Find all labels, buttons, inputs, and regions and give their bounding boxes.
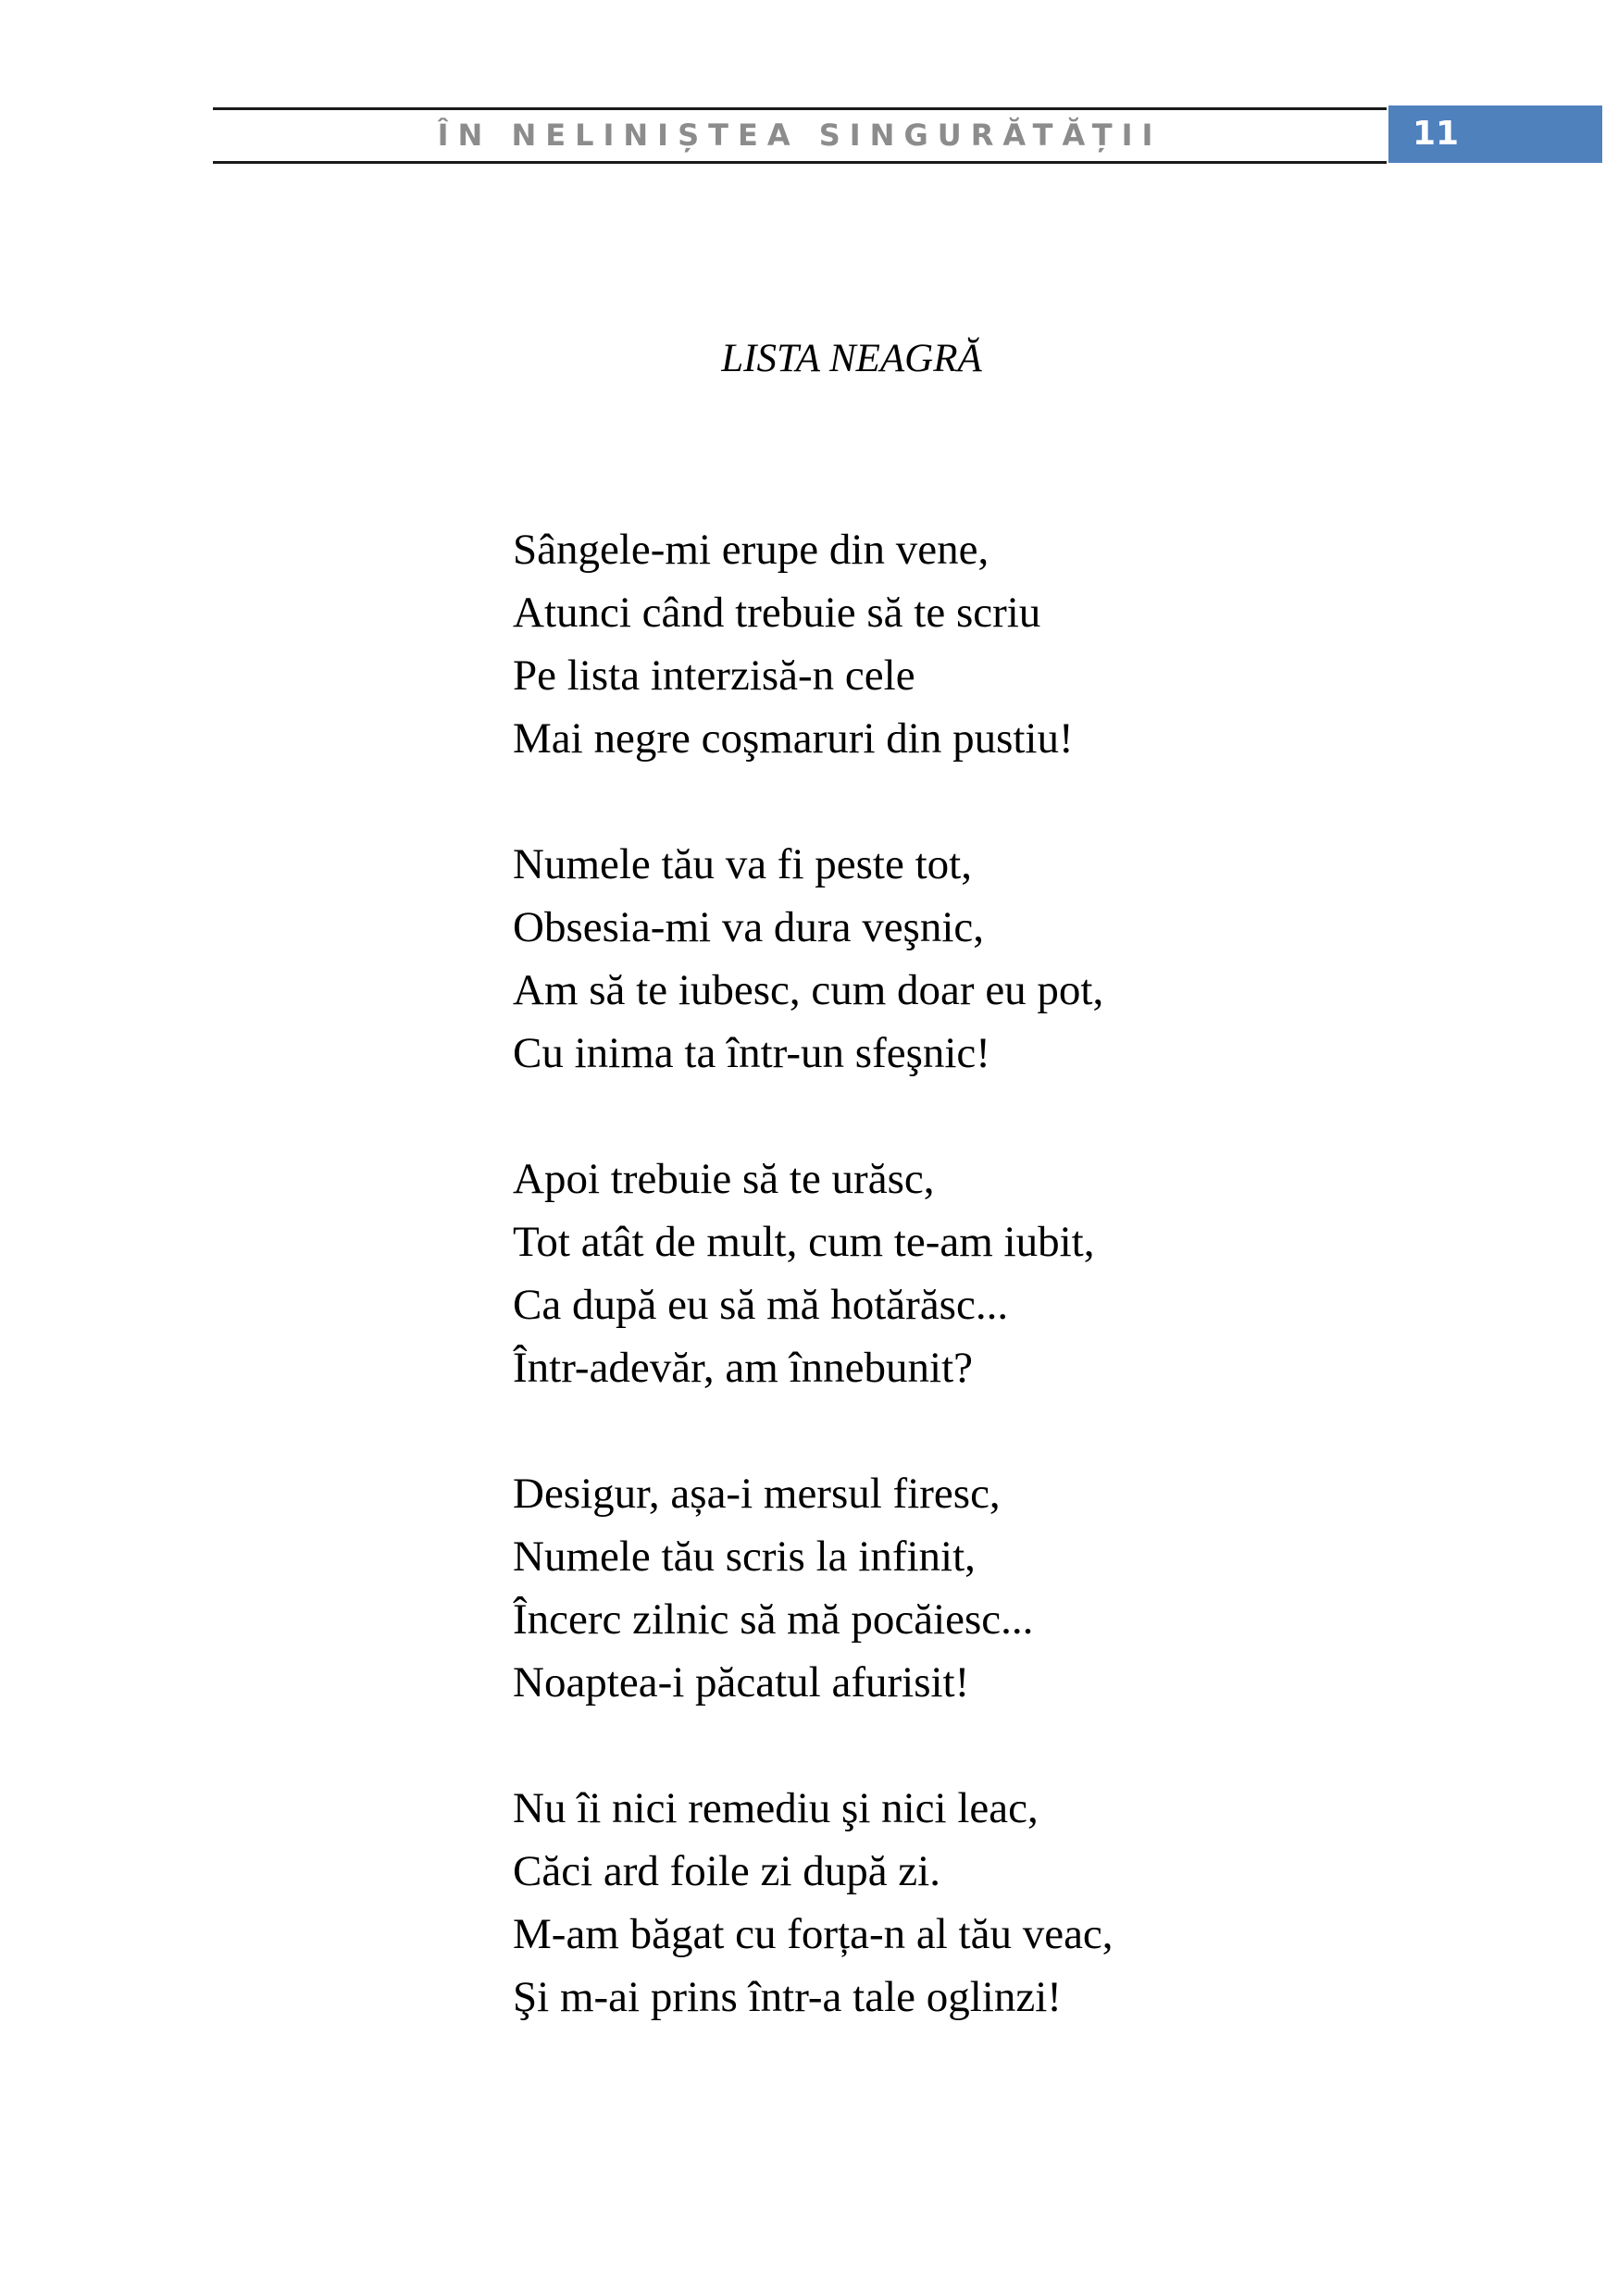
poem-line: Atunci când trebuie să te scriu [513,589,1041,637]
stanza-2 [513,833,1531,1085]
poem-line: Numele tău scris la infinit, [513,1533,976,1581]
poem-line: Cu inima ta într-un sfeşnic! [513,1029,990,1077]
poem-line: Obsesia-mi va dura veşnic, [513,903,985,951]
poem-line: Noaptea-i păcatul afurisit! [513,1658,970,1706]
stanza-4 [513,1462,1531,1714]
poem-line: Pe lista interzisă-n cele [513,652,915,700]
poem-line: Încerc zilnic să mă pocăiesc... [513,1595,1034,1644]
poem-line: Desigur, așa-i mersul firesc, [513,1470,1001,1518]
poem-title [0,331,1618,387]
poem-line: Numele tău va fi peste tot, [513,840,972,888]
running-header-title: ÎN NELINIȘTEA SINGURĂTĂȚII [437,118,1163,153]
poem-line: Nu îi nici remediu şi nici leac, [513,1784,1039,1832]
stanza-1 [513,518,1531,770]
poem-line: Tot atât de mult, cum te-am iubit, [513,1218,1095,1266]
poem-line: Ca după eu să mă hotărăsc... [513,1281,1009,1329]
poem-line: M-am băgat cu forța-n al tău veac, [513,1910,1114,1958]
poem-line: Apoi trebuie să te urăsc, [513,1155,935,1203]
header-top-rule [213,107,1387,110]
poem-line: Am să te iubesc, cum doar eu pot, [513,966,1104,1014]
poem-line: Căci ard foile zi după zi. [513,1847,940,1895]
poem-line: Mai negre coşmaruri din pustiu! [513,714,1074,763]
poem-line: Sângele-mi erupe din vene, [513,526,989,574]
header-bottom-rule [213,161,1387,164]
stanza-3 [513,1148,1531,1399]
stanza-5 [513,1777,1531,2029]
poem-line: Într-adevăr, am înnebunit? [513,1344,973,1392]
page-number: 11 [1413,115,1460,153]
page-number-badge [1388,105,1602,163]
poem-title-text: LISTA NEAGRĂ [721,337,982,380]
poem-line: Şi m-ai prins într-a tale oglinzi! [513,1973,1062,2021]
poem-body [513,518,1531,2091]
